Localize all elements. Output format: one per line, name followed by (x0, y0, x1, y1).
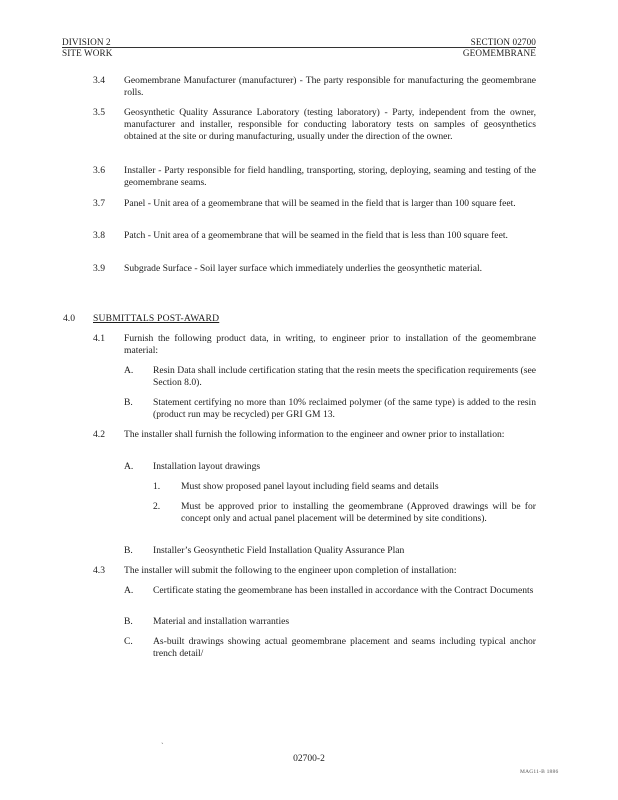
subitem-text: Must be approved prior to installing the geomembrane (Approved drawings will be for concept only and actual panel placement will be determined by site conditions). (181, 501, 536, 525)
clause-text: Furnish the following product data, in writing, to engineer prior to installation of the geomembrane material: (124, 333, 536, 357)
clause-text: The installer shall furnish the following information to the engineer and owner prior to installation: (124, 429, 505, 440)
item-text: As-built drawings showing actual geomembrane placement and seams including typical anchor trench detail/ (153, 636, 536, 660)
section-number: SECTION 02700 (470, 37, 536, 47)
item-label: C. (124, 636, 133, 647)
clause-number: 3.7 (93, 198, 105, 209)
clause-number: 3.8 (93, 230, 105, 241)
clause-text: Geosynthetic Quality Assurance Laboratory (testing laboratory) - Party, independent from the owner, manufacturer and installer, responsible for conducting laboratory tests on samples of geosynthetics obtained at the site or during manufacturing, usually under the direction of the owner. (124, 107, 536, 143)
item-label: B. (124, 616, 133, 627)
item-text: Certificate stating the geomembrane has been installed in accordance with the Contract Documents (153, 585, 534, 596)
item-label: B. (124, 397, 133, 408)
item-label: B. (124, 545, 133, 556)
item-label: A. (124, 365, 134, 376)
item-text: Installation layout drawings (153, 461, 261, 472)
document-code: MAG11-B 1886 (520, 769, 559, 775)
subitem-text: Must show proposed panel layout including field seams and details (181, 481, 439, 492)
item-text: Installer’s Geosynthetic Field Installation Quality Assurance Plan (153, 545, 405, 556)
clause-text: Geomembrane Manufacturer (manufacturer) - The party responsible for manufacturing the geomembrane rolls. (124, 75, 536, 99)
clause-number: 3.9 (93, 263, 105, 274)
clause-number: 4.3 (93, 565, 105, 576)
clause-text: Panel - Unit area of a geomembrane that will be seamed in the field that is larger than 100 square feet. (124, 198, 516, 209)
section-number: 4.0 (63, 313, 75, 324)
section-title: GEOMEMBRANE (462, 48, 536, 58)
category-label: SITE WORK (62, 48, 113, 58)
clause-text: Subgrade Surface - Soil layer surface which immediately underlies the geosynthetic material. (124, 263, 483, 274)
scan-mark: ˏ (161, 735, 164, 744)
clause-number: 4.2 (93, 429, 105, 440)
clause-text: The installer will submit the following to the engineer upon completion of installation: (124, 565, 457, 576)
item-text: Material and installation warranties (153, 616, 290, 627)
clause-number: 3.6 (93, 165, 105, 176)
subitem-label: 1. (153, 481, 161, 492)
clause-number: 3.4 (93, 75, 105, 86)
page-header (62, 37, 536, 61)
page-number: 02700-2 (293, 754, 325, 764)
clause-number: 3.5 (93, 107, 105, 118)
division-label: DIVISION 2 (62, 37, 111, 47)
item-text: Resin Data shall include certification stating that the resin meets the specification requirements (see Section 8.0). (153, 365, 536, 389)
item-text: Statement certifying no more than 10% reclaimed polymer (of the same type) is added to the resin (product run may be recycled) per GRI GM 13. (153, 397, 536, 421)
clause-text: Installer - Party responsible for field handling, transporting, storing, deploying, seaming and testing of the geomembrane seams. (124, 165, 536, 189)
item-label: A. (124, 461, 134, 472)
item-label: A. (124, 585, 134, 596)
clause-text: Patch - Unit area of a geomembrane that will be seamed in the field that is less than 100 square feet. (124, 230, 508, 241)
subitem-label: 2. (153, 501, 161, 512)
section-heading: SUBMITTALS POST-AWARD (93, 313, 220, 324)
clause-number: 4.1 (93, 333, 105, 344)
